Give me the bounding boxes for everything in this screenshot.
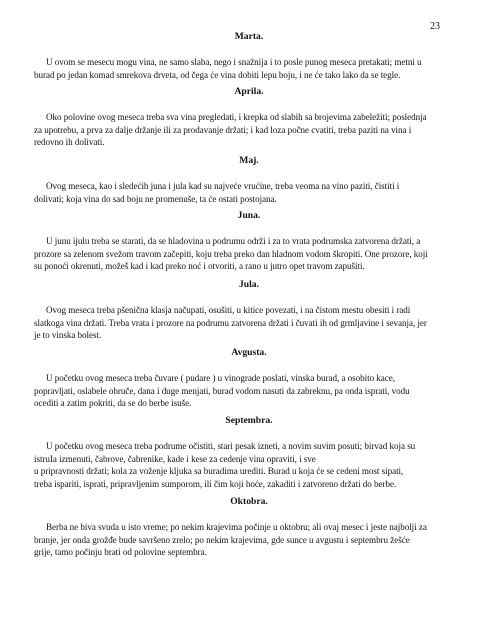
section-heading: Aprila. <box>234 86 264 97</box>
section-jula <box>34 279 464 342</box>
section-paragraph: U ovom se mesecu mogu vina, ne samo slaba, nego i snažnija i to posle punog meseca pretakati; metni u burad po jedan komad smrekova drveta, od čega će vina dobiti lepu boju, i ne će tako lako da se tegle. <box>34 57 422 80</box>
section-oktobra <box>34 496 464 559</box>
page-number: 23 <box>430 21 440 32</box>
section-paragraph: Berba ne biva svuda u isto vreme; po nekim krajevima počinje u oktobru; ali ovaj mesec i jeste najbolji za branje, jer onda grožđe bude savršeno zrelo; po nekim krajevima, gde sunce u avgustu i septembru žešće grije, tamo počinju brati od polovine septembra. <box>34 522 427 557</box>
section-maj <box>34 155 464 205</box>
section-heading: Septembra. <box>225 415 273 426</box>
section-heading: Avgusta. <box>231 347 267 358</box>
section-marta <box>34 31 464 81</box>
section-paragraph: U junu ijulu treba se starati, da se hladovina u podrumu održi i za to vrata podrumska zatvorena držati, a prozore sa zelenom svežom travom začepiti, koju treba preko dan hladnom vodom škropiti. One prozore, koji su ponoći okrenuti, možeš kad i kad preko noć i otvoriti, a rano u jutro opet travom zapušiti. <box>34 236 428 271</box>
section-juna <box>34 210 464 273</box>
section-paragraph: U početku ovog meseca treba čuvare ( pudare ) u vinograde poslati, vinska burad, a osobito kace, popravljati, oslabele obruče, dana i duge menjati, burad vodom nasuti da zabreknu, pa onda isprati, vodu ocediti a zatim pokriti, da se do berbe isuše. <box>34 373 410 408</box>
section-heading: Jula. <box>239 279 259 290</box>
section-paragraph: Oko polovine ovog meseca treba sva vina pregledati, i krepka od slabih sa brojevima zabeležiti; poslednja za upotrebu, a prva za dalje držanje ili za prodavanje držati; i kad loza počne cvatiti, treba paziti na vina i redovno ih dolivati. <box>34 112 427 147</box>
section-septembra <box>34 415 464 490</box>
section-aprila <box>34 86 464 149</box>
section-paragraph: U početku ovog meseca treba podrume očistiti, stari pesak izneti, a novim suvim posuti; birvad koja su istruIa izmenuti, čabrove, čabrenike, kade i kese za cedenje vina opraviti, i sve u pripravnosti držati; kola za voženje kljuka sa buradima urediti. Burad u koja će se cedeni most sipati, treba isparitì, isprati, pripravljenim sumporom, ili čim koji hoće, zakaditi i zatvoreno držati do berbe. <box>34 441 416 489</box>
section-avgusta <box>34 347 464 410</box>
section-heading: Oktobra. <box>230 496 268 507</box>
section-heading: Maj. <box>239 155 259 166</box>
section-heading: Marta. <box>234 31 264 42</box>
section-heading: Juna. <box>237 210 261 221</box>
section-paragraph: Ovog meseca treba pšenična klasja načupati, osušiti, u kitice povezati, i na čistom mestu obesiti i radi slatkoga vina držati. Treba vrata i prozore na podrumu zatvorena držati i čuvati ih od grmljavine i sevanja, jer je to vinska bolest. <box>34 305 427 340</box>
section-paragraph: Ovog meseca, kao i sledećih juna i jula kad su najveće vrućine, treba veoma na vino paziti, čistiti i dolivati; koja vina do sad boju ne promenuše, ta će ostati postojana. <box>34 181 400 204</box>
